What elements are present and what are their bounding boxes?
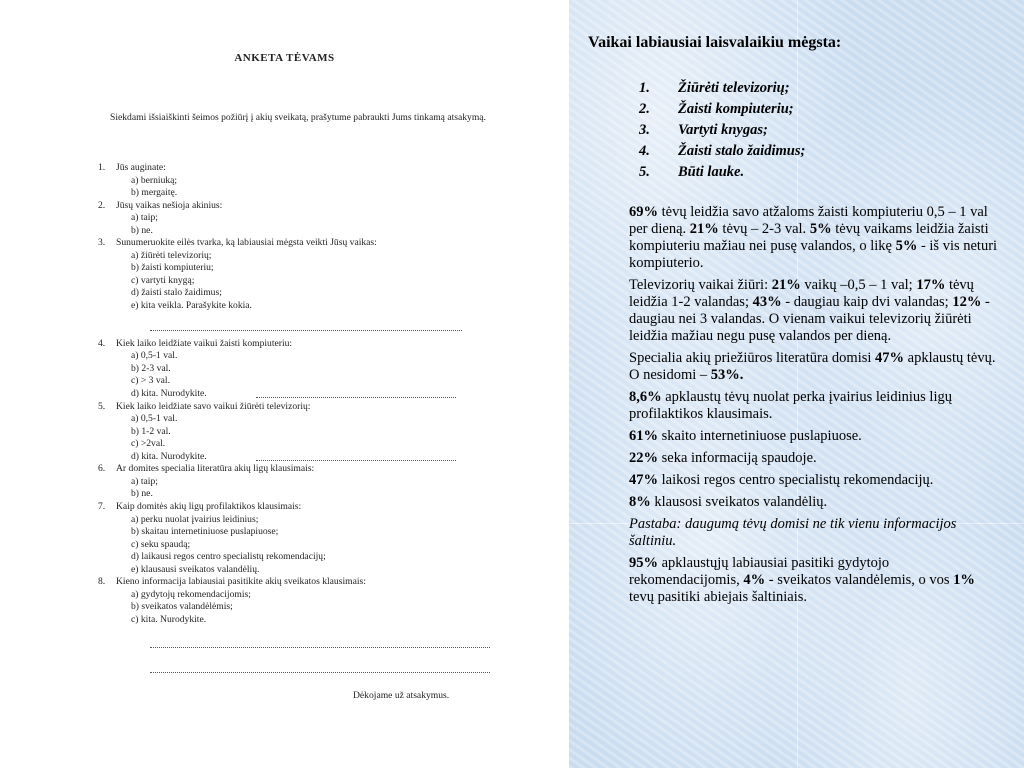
stat-text: tėvų leidžia savo atžaloms žaisti kompiuteriu 0,5 – 1 val per dieną. (629, 204, 988, 237)
list-item-text: Žiūrėti televizorių; (678, 80, 790, 96)
list-item (639, 99, 805, 120)
stat-text: seka informaciją spaudoje. (658, 450, 817, 466)
stat-value: 5% (809, 221, 832, 237)
question-number: 5. (98, 401, 106, 412)
option: a) taip; (131, 212, 158, 223)
paragraph-literature (629, 350, 1001, 384)
note-paragraph: Pastaba: daugumą tėvų domisi ne tik vienu informacijos šaltiniu. (629, 516, 957, 549)
stat-text: tėvų vaikams leidžia žaisti kompiuteriu mažiau nei pusę valandos, o likę (629, 221, 989, 254)
option: b) ne. (131, 488, 153, 499)
question-text: Kiek laiko leidžiate vaikui žaisti kompiuteriu: (116, 338, 293, 349)
stat-value: 21% (771, 277, 801, 293)
stat-value: 61% (629, 428, 658, 444)
list-item-text: Žaisti stalo žaidimus; (678, 143, 806, 159)
stat-text: vaikų –0,5 – 1 val; (800, 277, 917, 293)
list-number: 5. (639, 164, 650, 180)
question-4 (98, 338, 292, 349)
answer-line (256, 397, 456, 398)
stat-value: 12% (952, 294, 982, 310)
document-title: ANKETA TĖVAMS (234, 52, 335, 64)
list-number: 3. (639, 122, 650, 138)
stat-text: skaito internetiniuose puslapiuose. (658, 428, 862, 444)
question-5 (98, 401, 310, 412)
option: c) seku spaudą; (131, 539, 191, 550)
question-text: Ar domites specialia literatūra akių ligų klausimais: (116, 463, 315, 474)
paragraph-press (629, 450, 1001, 467)
question-number: 1. (98, 162, 106, 173)
paragraph-internet (629, 428, 1001, 445)
list-item-text: Žaisti kompiuteriu; (678, 101, 794, 117)
option: a) gydytojų rekomendacijomis; (131, 589, 251, 600)
stat-value: 1% (953, 572, 975, 588)
stat-value: 8% (629, 494, 651, 510)
option: a) perku nuolat įvairius leidinius; (131, 514, 259, 525)
stat-value: 17% (916, 277, 946, 293)
results-body (629, 204, 1001, 611)
option: a) 0,5-1 val. (131, 350, 178, 361)
question-number: 4. (98, 338, 106, 349)
stat-value: 5% (895, 238, 918, 254)
stat-value: 4% (743, 572, 766, 588)
list-item (639, 78, 805, 99)
option: d) kita. Nurodykite. (131, 388, 207, 399)
stat-text: tevų pasitiki abiejais šaltiniais. (629, 589, 807, 605)
list-number: 2. (639, 101, 650, 117)
question-text: Kiek laiko leidžiate savo vaikui žiūrėti televizorių: (116, 401, 311, 412)
option: b) mergaitę. (131, 187, 178, 198)
stat-text: - daugiau nei 3 valandas. O vienam vaikui televizorių žiūrėti leidžia mažiau negu pusę valandos per dieną. (629, 294, 990, 344)
thanks-note: Dėkojame už atsakymus. (353, 690, 450, 701)
stat-text: - sveikatos valandėlemis, o vos (765, 572, 954, 588)
option: b) ne. (131, 225, 153, 236)
list-number: 1. (639, 80, 650, 96)
stat-text: - daugiau kaip dvi valandas; (781, 294, 953, 310)
answer-line (150, 672, 490, 673)
question-text: Jūs auginate: (116, 162, 166, 173)
option: d) laikausi regos centro specialistų rekomendacijų; (131, 551, 326, 562)
question-number: 7. (98, 501, 106, 512)
option: c) vartyti knygą; (131, 275, 195, 286)
paragraph-health-hours (629, 494, 1001, 511)
option: c) kita. Nurodykite. (131, 614, 207, 625)
stat-value: 43% (752, 294, 782, 310)
option: b) žaisti kompiuteriu; (131, 262, 214, 273)
stat-text: apklaustųjų labiausiai pasitiki gydytojo rekomendacijomis, (629, 555, 890, 588)
paragraph-trust (629, 555, 1001, 606)
paragraph-publications (629, 389, 1001, 423)
stat-text: - iš vis neturi kompiuterio. (629, 238, 998, 271)
stat-value: 53%. (710, 367, 744, 383)
option: d) kita. Nurodykite. (131, 451, 207, 462)
question-number: 8. (98, 576, 106, 587)
stat-text: Televizorių vaikai žiūri: (629, 277, 772, 293)
stat-text: apklaustų tėvų. O nesidomi – (629, 350, 996, 383)
list-item-text: Vartyti knygas; (678, 122, 768, 138)
question-6 (98, 463, 314, 474)
option: a) berniuką; (131, 175, 178, 186)
option: e) kita veikla. Parašykite kokia. (131, 300, 252, 311)
option: b) 1-2 val. (131, 426, 171, 437)
answer-line (150, 647, 490, 648)
list-number: 4. (639, 143, 650, 159)
activities-list (639, 78, 805, 183)
stat-value: 95% (629, 555, 658, 571)
stat-text: klausosi sveikatos valandėlių. (650, 494, 828, 510)
stat-text: laikosi regos centro specialistų rekomendacijų. (658, 472, 934, 488)
stat-text: apklaustų tėvų nuolat perka įvairius leidinius ligų profilaktikos klausimais. (629, 389, 952, 422)
option: a) 0,5-1 val. (131, 413, 178, 424)
question-text: Sunumeruokite eilės tvarka, ką labiausiai mėgsta veikti Jūsų vaikas: (116, 237, 377, 248)
paragraph-tv-time (629, 277, 1001, 345)
list-item (639, 141, 805, 162)
document-intro: Siekdami išsiaiškinti šeimos požiūrį į akių sveikatą, prašytume pabraukti Jums tinkamą atsakymą. (110, 112, 486, 123)
option: b) sveikatos valandėlėmis; (131, 601, 233, 612)
question-text: Kieno informacija labiausiai pasitikite akių sveikatos klausimais: (116, 576, 366, 587)
stat-value: 47% (875, 350, 905, 366)
option: b) skaitau internetiniuose puslapiuose; (131, 526, 279, 537)
option: e) klausausi sveikatos valandėlių. (131, 564, 260, 575)
list-item (639, 162, 805, 183)
option: d) žaisti stalo žaidimus; (131, 287, 222, 298)
stat-value: 47% (629, 472, 658, 488)
stat-text: tėvų leidžia 1-2 valandas; (629, 277, 974, 310)
question-text: Jūsų vaikas nešioja akinius: (116, 200, 223, 211)
answer-line (256, 460, 456, 461)
paragraph-computer-time (629, 204, 1001, 272)
stat-value: 8,6% (629, 389, 662, 405)
question-8 (98, 576, 366, 587)
question-number: 6. (98, 463, 106, 474)
option: a) žiūrėti televizorių; (131, 250, 212, 261)
answer-line (150, 330, 462, 331)
stat-value: 22% (629, 450, 658, 466)
list-item (639, 120, 805, 141)
question-number: 3. (98, 237, 106, 248)
option: a) taip; (131, 476, 158, 487)
option: c) >2val. (131, 438, 166, 449)
question-7 (98, 501, 301, 512)
question-2 (98, 200, 222, 211)
stat-value: 69% (629, 204, 658, 220)
stat-text: tėvų – 2-3 val. (718, 221, 810, 237)
paragraph-specialists (629, 472, 1001, 489)
results-title: Vaikai labiausiai laisvalaikiu mėgsta: (588, 34, 842, 51)
question-3 (98, 237, 377, 248)
list-item-text: Būti lauke. (678, 164, 745, 180)
question-text: Kaip domitės akių ligų profilaktikos klausimais: (116, 501, 302, 512)
stat-value: 21% (689, 221, 719, 237)
question-number: 2. (98, 200, 106, 211)
option: b) 2-3 val. (131, 363, 171, 374)
stat-text: Specialia akių priežiūros literatūra domisi (629, 350, 876, 366)
question-1 (98, 162, 166, 173)
option: c) > 3 val. (131, 375, 170, 386)
